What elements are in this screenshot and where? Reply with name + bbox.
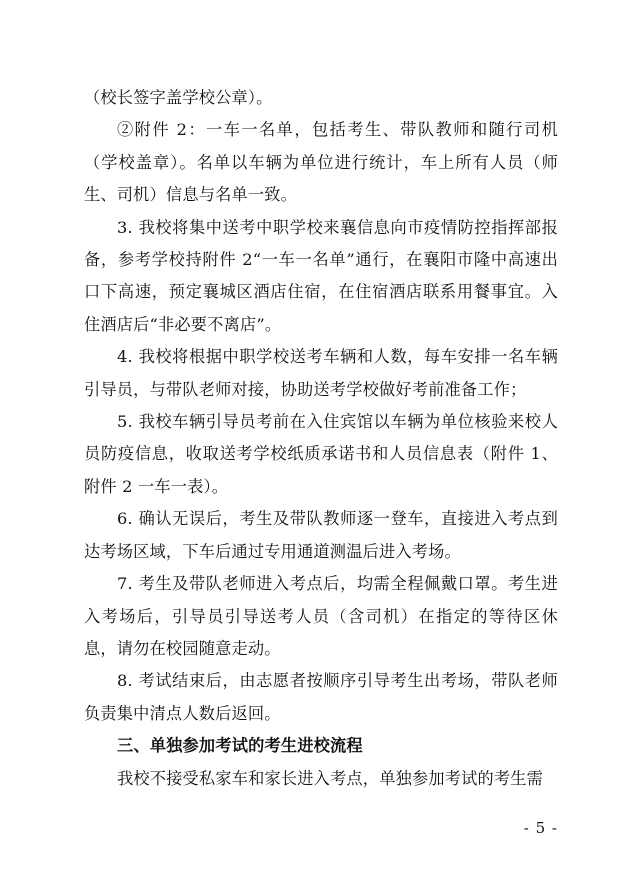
section-heading: 三、单独参加考试的考生进校流程 (117, 736, 363, 756)
paragraph-8: 8. 考试结束后，由志愿者按顺序引导考生出考场，带队老师负责集中清点人数后返回。 (84, 671, 558, 723)
paragraph-3: 3. 我校将集中送考中职学校来襄信息向市疫情防控指挥部报备，参考学校持附件 2“一车一名单”通行，在襄阳市隆中高速出口下高速，预定襄城区酒店住宿，在住宿酒店联系用餐事宜。入住酒店后“非必要不离店”。 (84, 217, 558, 334)
paragraph-5: 5. 我校车辆引导员考前在入住宾馆以车辆为单位核验来校人员防疫信息，收取送考学校纸质承诺书和人员信息表（附件 1、附件 2 一车一表）。 (84, 412, 558, 496)
paragraph-4: 4. 我校将根据中职学校送考车辆和人数，每车安排一名车辆引导员，与带队老师对接，协助送考学校做好考前准备工作； (84, 347, 558, 399)
paragraph-6: 6. 确认无误后，考生及带队教师逐一登车，直接进入考点到达考场区域，下车后通过专用通道测温后进入考场。 (84, 509, 558, 561)
paragraph-1: （校长签字盖学校公章）。 (84, 88, 273, 107)
paragraph-9: 我校不接受私家车和家长进入考点，单独参加考试的考生需 (117, 768, 544, 788)
page-number: - 5 - (523, 819, 558, 837)
document-body (84, 82, 558, 795)
paragraph-7: 7. 考生及带队老师进入考点后，均需全程佩戴口罩。考生进入考场后，引导员引导送考人员（含司机）在指定的等待区休息，请勿在校园随意走动。 (84, 574, 558, 658)
paragraph-2: ②附件 2：一车一名单，包括考生、带队教师和随行司机（学校盖章）。名单以车辆为单位进行统计，车上所有人员（师生、司机）信息与名单一致。 (84, 120, 558, 205)
